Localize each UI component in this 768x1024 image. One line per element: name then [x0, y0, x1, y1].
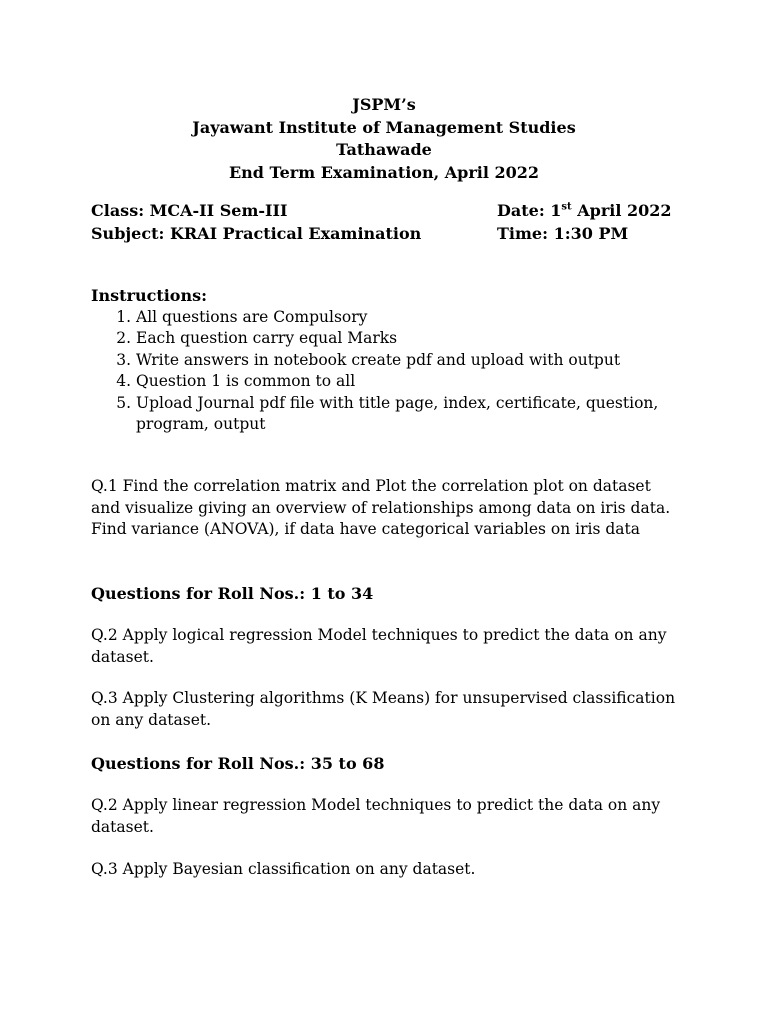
class-line: Class: MCA-II Sem-III — [91, 201, 288, 220]
time-line: Time: 1:30 PM — [497, 224, 629, 243]
group-a-title: Questions for Roll Nos.: 1 to 34 — [91, 584, 374, 603]
meta-left — [91, 199, 421, 245]
instructions — [91, 285, 711, 436]
subject-line: Subject: KRAI Practical Examination — [91, 224, 422, 243]
group-a-question-3: Q.3 Apply Clustering algorithms (K Means) for unsupervised classification on any dataset. — [91, 689, 676, 729]
instruction-item: 2. Each question carry equal Marks — [136, 328, 711, 350]
instruction-item: 3. Write answers in notebook create pdf and upload with output — [136, 350, 711, 372]
group-a-question-2: Q.2 Apply logical regression Model techniques to predict the data on any dataset. — [91, 626, 667, 666]
exam-title: End Term Examination, April 2022 — [228, 162, 540, 182]
question-1: Q.1 Find the correlation matrix and Plot the correlation plot on dataset and visualize giving an overview of relationships among data on iris data. Find variance (ANOVA), if data have categorical variables on iris data — [91, 477, 671, 538]
group-b-question-3: Q.3 Apply Bayesian classification on any dataset. — [91, 860, 476, 878]
instruction-item: 1. All questions are Compulsory — [136, 307, 711, 329]
instructions-list — [91, 307, 711, 436]
location: Tathawade — [336, 140, 432, 159]
date-prefix: Date: 1 — [497, 201, 562, 220]
instruction-item: 4. Question 1 is common to all — [136, 371, 711, 393]
group-b-question-2: Q.2 Apply linear regression Model techniques to predict the data on any dataset. — [91, 796, 661, 836]
instructions-title: Instructions: — [91, 286, 208, 305]
group-b-title: Questions for Roll Nos.: 35 to 68 — [91, 754, 385, 773]
meta-right — [497, 199, 672, 245]
institute-name: Jayawant Institute of Management Studies — [192, 117, 576, 137]
date-suffix: April 2022 — [571, 201, 672, 220]
instruction-item: 5. Upload Journal pdf file with title page, index, certificate, question, program, output — [136, 393, 711, 436]
org-name: JSPM’s — [352, 95, 416, 114]
header — [0, 94, 768, 184]
date-line — [497, 199, 672, 222]
date-superscript: st — [561, 201, 572, 213]
